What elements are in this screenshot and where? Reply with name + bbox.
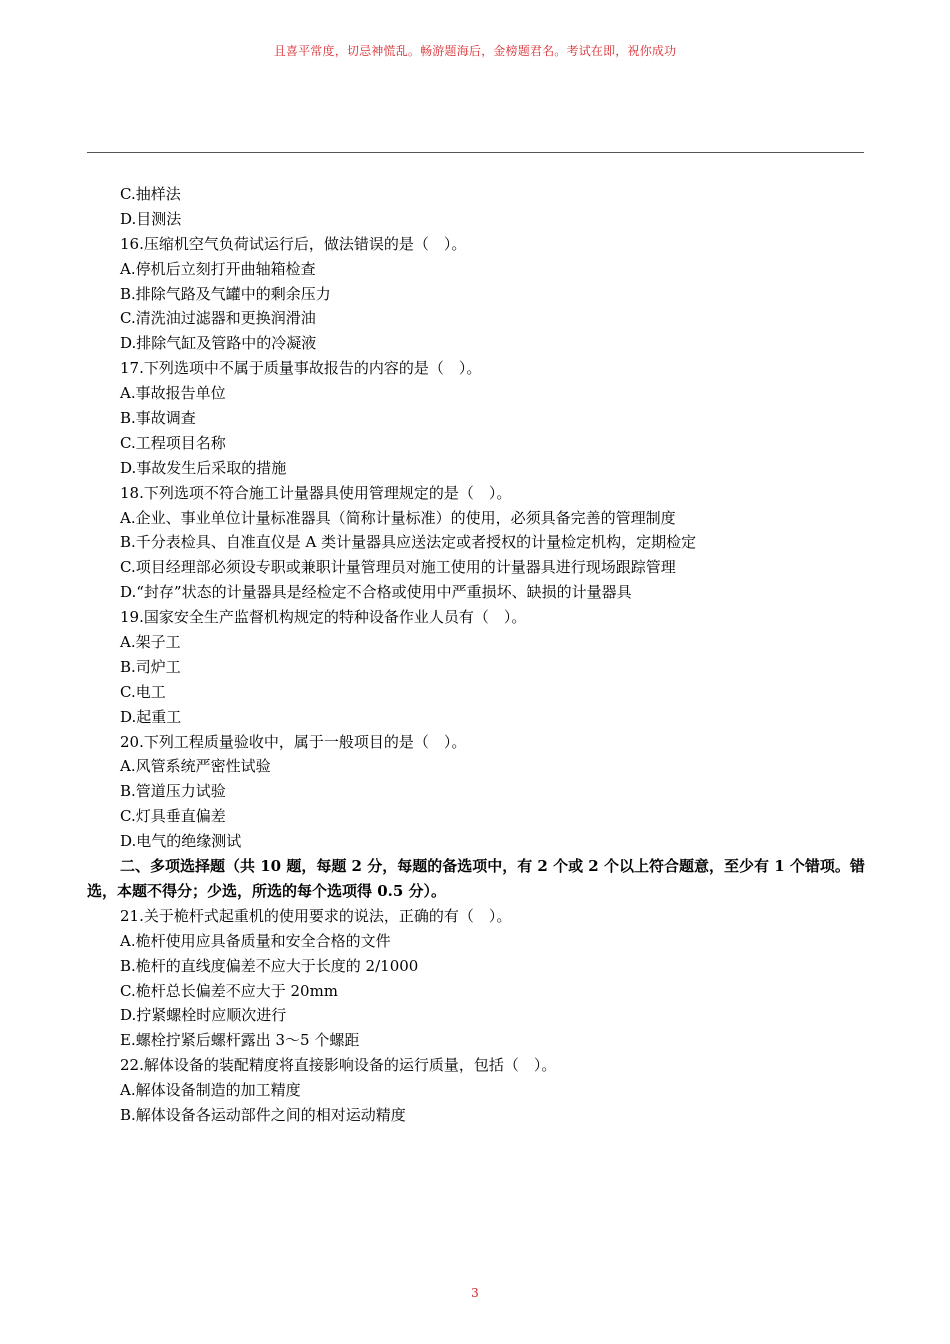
option-16-b: B.排除气路及气罐中的剩余压力 — [120, 284, 331, 303]
option-18-b: B.千分表检具、自准直仪是 A 类计量器具应送法定或者授权的计量检定机构，定期检定 — [120, 533, 697, 552]
question-17: 17.下列选项中不属于质量事故报告的内容的是（ ）。 — [120, 359, 482, 378]
question-22: 22.解体设备的装配精度将直接影响设备的运行质量，包括（ ）。 — [120, 1056, 557, 1075]
option-17-d: D.事故发生后采取的措施 — [120, 458, 287, 477]
question-19: 19.国家安全生产监督机构规定的特种设备作业人员有（ ）。 — [120, 608, 527, 627]
option-19-d: D.起重工 — [120, 707, 182, 726]
option-16-a: A.停机后立刻打开曲轴箱检查 — [120, 259, 316, 278]
option-22-b: B.解体设备各运动部件之间的相对运动精度 — [120, 1105, 406, 1124]
option-16-c: C.清洗油过滤器和更换润滑油 — [120, 309, 316, 328]
option-21-d: D.拧紧螺栓时应顺次进行 — [120, 1006, 287, 1025]
question-21: 21.关于桅杆式起重机的使用要求的说法，正确的有（ ）。 — [120, 906, 512, 925]
section-heading-multiple-choice: 二、多项选择题（共 10 题，每题 2 分，每题的备选项中，有 2 个或 2 个以上符合题意，至少有 1 个错项。错选，本题不得分；少选，所选的每个选项得 0.5 分）。 — [87, 857, 865, 900]
question-18: 18.下列选项不符合施工计量器具使用管理规定的是（ ）。 — [120, 483, 512, 502]
document-body — [87, 182, 867, 1128]
question-20: 20.下列工程质量验收中，属于一般项目的是（ ）。 — [120, 732, 467, 751]
option-19-c: C.电工 — [120, 682, 166, 701]
option-17-b: B.事故调查 — [120, 409, 196, 428]
option-20-c: C.灯具垂直偏差 — [120, 807, 226, 826]
option-18-a: A.企业、事业单位计量标准器具（简称计量标准）的使用，必须具备完善的管理制度 — [120, 508, 676, 527]
text-line: D.目测法 — [120, 209, 182, 228]
option-22-a: A.解体设备制造的加工精度 — [120, 1081, 301, 1100]
question-16: 16.压缩机空气负荷试运行后，做法错误的是（ ）。 — [120, 234, 467, 253]
option-21-a: A.桅杆使用应具备质量和安全合格的文件 — [120, 931, 391, 950]
option-16-d: D.排除气缸及管路中的冷凝液 — [120, 334, 317, 353]
option-20-d: D.电气的绝缘测试 — [120, 832, 242, 851]
option-21-c: C.桅杆总长偏差不应大于 20mm — [120, 981, 339, 1000]
option-18-c: C.项目经理部必须设专职或兼职计量管理员对施工使用的计量器具进行现场跟踪管理 — [120, 558, 676, 577]
option-18-d: D.“封存”状态的计量器具是经检定不合格或使用中严重损坏、缺损的计量器具 — [120, 583, 632, 602]
option-21-e: E.螺栓拧紧后螺杆露出 3～5 个螺距 — [120, 1031, 360, 1050]
page-number: 3 — [471, 1286, 479, 1300]
option-20-a: A.风管系统严密性试验 — [120, 757, 271, 776]
header-motto: 且喜平常度，切忌神慌乱。畅游题海后，金榜题君名。考试在即，祝你成功 — [273, 44, 677, 58]
option-17-c: C.工程项目名称 — [120, 433, 226, 452]
header-divider — [87, 152, 864, 153]
option-19-a: A.架子工 — [120, 633, 181, 652]
option-21-b: B.桅杆的直线度偏差不应大于长度的 2/1000 — [120, 956, 419, 975]
option-20-b: B.管道压力试验 — [120, 782, 226, 801]
option-19-b: B.司炉工 — [120, 657, 181, 676]
option-17-a: A.事故报告单位 — [120, 384, 226, 403]
text-line: C.抽样法 — [120, 185, 181, 203]
